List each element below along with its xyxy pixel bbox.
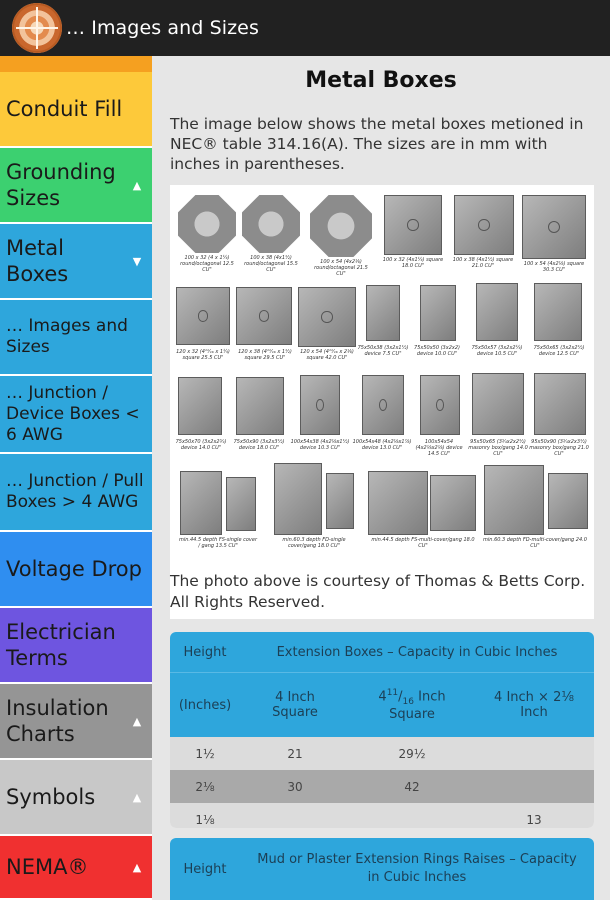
box-caption: 100x54x38 (4x2⅛x1½) device 10.3 CU"	[290, 439, 350, 451]
sidebar-item-symbols[interactable]	[0, 760, 152, 836]
octagonal-box-image	[242, 195, 300, 253]
sidebar-item-electrician-terms[interactable]	[0, 608, 152, 684]
sidebar-item-label: … Images and Sizes	[6, 316, 128, 357]
sidebar-item-voltage-drop[interactable]	[0, 532, 152, 608]
chevron-up-icon[interactable]: ▲	[132, 178, 142, 192]
box-caption: 75x50x90 (3x2x3½) device 18.0 CU"	[233, 439, 285, 451]
box-caption: 75x50x38 (3x2x1½) device 7.5 CU"	[357, 345, 409, 357]
app-logo-icon[interactable]	[12, 3, 62, 53]
device-box-image	[534, 283, 582, 341]
app-bar	[0, 0, 610, 56]
page-title: … Images and Sizes	[66, 17, 259, 39]
box-caption: 95x50x65 (3¾x2x2½) masonry box/gang 14.0 CU"	[468, 439, 528, 457]
sidebar-item-junction-device-boxes[interactable]	[0, 376, 152, 454]
device-box-image	[420, 285, 456, 341]
metal-boxes-photo	[170, 185, 594, 619]
sidebar-item-label: Metal Boxes	[6, 236, 69, 286]
photo-credit: The photo above is courtesy of Thomas & Betts Corp. All Rights Reserved.	[170, 572, 586, 611]
box-caption: 75x50x57 (3x2x2¼) device 10.5 CU"	[471, 345, 523, 357]
column-header-inches: (Inches)	[178, 697, 232, 713]
sidebar-item-conduit-fill[interactable]	[0, 72, 152, 148]
fd-cover-image	[326, 473, 354, 529]
sidebar-item-label: … Junction / Device Boxes < 6 AWG	[6, 382, 140, 445]
sidebar-item-label: NEMA®	[6, 855, 89, 879]
fs-multi-box-image	[368, 471, 428, 535]
fs-multi-cover-image	[430, 475, 476, 531]
sidebar-item-nema[interactable]	[0, 836, 152, 900]
chevron-down-icon[interactable]: ▼	[132, 254, 142, 268]
masonry-box-image	[472, 373, 524, 435]
box-caption: 100 x 38 (4x1½) square 21.0 CU"	[452, 257, 514, 269]
box-caption: min.60.3 depth FD-single cover/gang 18.0 CU"	[282, 537, 346, 549]
sidebar-item-insulation-charts[interactable]	[0, 684, 152, 760]
box-caption: 100x54x54 (4x2⅛x2⅛) device 14.5 CU"	[415, 439, 463, 457]
device-box-image	[366, 285, 400, 341]
square-box-image	[522, 195, 586, 259]
fs-cover-image	[226, 477, 256, 531]
extension-rings-table	[170, 838, 594, 900]
sidebar-item-label: Insulation Charts	[6, 696, 109, 746]
box-caption: 75x50x70 (3x2x2¾) device 14.0 CU"	[175, 439, 227, 451]
sidebar-item-label: Conduit Fill	[6, 97, 123, 121]
box-caption: min.44.5 depth FS-single cover / gang 13.5 CU"	[178, 537, 258, 549]
sidebar-item-metal-boxes[interactable]	[0, 224, 152, 300]
device-box-image	[236, 377, 284, 435]
chevron-up-icon[interactable]: ▲	[132, 860, 142, 874]
box-caption: 120 x 32 (4¹¹⁄₁₆ x 1¼) square 25.5 CU"	[176, 349, 230, 361]
box-caption: 100 x 54 (4x2⅛) square 30.3 CU"	[523, 261, 585, 273]
chevron-up-icon[interactable]: ▲	[132, 714, 142, 728]
square-box-image	[236, 287, 292, 345]
box-caption: 120 x 54 (4¹¹⁄₁₆ x 2⅛) square 42.0 CU"	[300, 349, 354, 361]
sidebar	[0, 56, 152, 900]
square-box-image	[384, 195, 442, 255]
square-box-image	[176, 287, 230, 345]
column-header-4-inch-x-2-1-8-inch: 4 Inch × 2⅛ Inch	[494, 690, 574, 720]
table-row: 1½ 21 29½	[170, 737, 594, 770]
octagonal-box-image	[178, 195, 236, 253]
masonry-box-image	[534, 373, 586, 435]
sidebar-item-label: … Junction / Pull Boxes > 4 AWG	[6, 471, 144, 512]
column-header-height: Height	[183, 861, 227, 877]
main-content[interactable]	[152, 56, 610, 900]
sidebar-item-label: Electrician Terms	[6, 620, 116, 670]
box-caption: 100 x 38 (4x1½) round/octagonal 15.5 CU"	[244, 255, 298, 273]
box-caption: min.44.5 depth FS-multi-cover/gang 18.0 CU"	[371, 537, 475, 549]
octagonal-box-image	[310, 195, 372, 257]
sidebar-top-strip	[0, 56, 152, 72]
box-caption: 100x54x48 (4x2⅛x1⅞) device 13.0 CU"	[352, 439, 412, 451]
extension-boxes-table	[170, 632, 594, 828]
square-box-image	[298, 287, 356, 347]
column-header-height: Height	[183, 644, 227, 660]
column-header-capacity: Mud or Plaster Extension Rings Raises – Capacity in Cubic Inches	[257, 852, 577, 885]
table-header-row	[170, 672, 594, 737]
sidebar-item-label: Symbols	[6, 785, 96, 809]
table-row: 2⅛ 30 42	[170, 770, 594, 803]
device-box-image	[300, 375, 340, 435]
table-header-row	[170, 632, 594, 672]
box-caption: 75x50x65 (3x2x2½) device 12.5 CU"	[533, 345, 585, 357]
fd-multi-box-image	[484, 465, 544, 535]
fd-box-image	[274, 463, 322, 535]
box-caption: min.60.3 depth FD-multi-cover/gang 24.0 CU"	[483, 537, 587, 549]
sidebar-item-label: Grounding Sizes	[6, 160, 116, 210]
column-header-4-11-16-inch-square: $4^{11}/_{16}$ Inch Square	[378, 688, 446, 722]
box-caption: 75x50x50 (3x2x2) device 10.0 CU"	[414, 345, 460, 357]
box-caption: 100 x 54 (4x2⅛) round/octagonal 21.5 CU"	[314, 259, 368, 277]
table-row: 1⅛ 13	[170, 803, 594, 828]
box-caption: 100 x 32 (4 x 1¼) round/octagonal 12.5 CU"	[180, 255, 234, 273]
sidebar-item-label: Voltage Drop	[6, 557, 142, 581]
sidebar-item-grounding-sizes[interactable]	[0, 148, 152, 224]
box-caption: 100 x 32 (4x1¼) square 18.0 CU"	[382, 257, 444, 269]
device-box-image	[362, 375, 404, 435]
column-header-4-inch-square: 4 Inch Square	[272, 690, 318, 720]
device-box-image	[178, 377, 222, 435]
column-header-capacity: Extension Boxes – Capacity in Cubic Inches	[276, 644, 558, 660]
fs-box-image	[180, 471, 222, 535]
device-box-image	[476, 283, 518, 341]
device-box-image	[420, 375, 460, 435]
chevron-up-icon[interactable]: ▲	[132, 790, 142, 804]
sidebar-item-junction-pull-boxes[interactable]	[0, 454, 152, 532]
square-box-image	[454, 195, 514, 255]
sidebar-item-images-and-sizes[interactable]	[0, 300, 152, 376]
intro-text: The image below shows the metal boxes metioned in NEC® table 314.16(A). The sizes are in mm with inches in parentheses.	[170, 115, 584, 173]
fd-multi-cover-image	[548, 473, 588, 529]
section-title: Metal Boxes	[305, 68, 457, 93]
box-caption: 95x50x90 (3¾x2x3½) masonry box/gang 21.0 CU"	[529, 439, 589, 457]
box-caption: 120 x 38 (4¹¹⁄₁₆ x 1½) square 29.5 CU"	[238, 349, 292, 361]
table-header-row	[170, 838, 594, 900]
